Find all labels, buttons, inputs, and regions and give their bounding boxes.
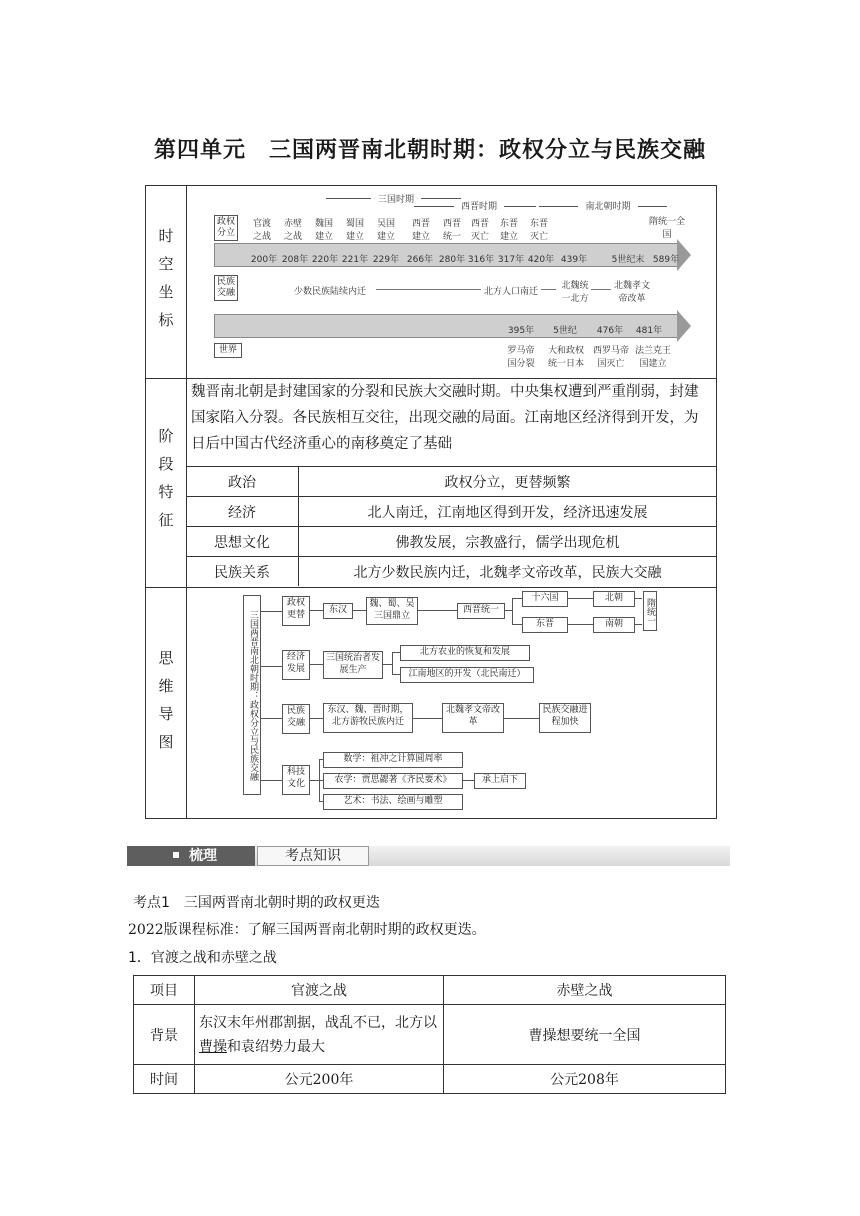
period-label: 三国时期 [371,192,421,205]
node-beichao: 北朝 [593,591,635,607]
world-event: 大和政权统一日本 [547,346,584,369]
world-year: 395年 [507,326,535,336]
cell-bg-guandu [195,1005,444,1065]
stage-key: 思想文化 [186,527,299,557]
node-migration: 东汉、魏、晋时期，北方游牧民族内迁 [323,703,413,733]
mindmap-root: 三国两晋南北朝时期：政权分立与民族交融 [243,595,261,795]
branch-culture: 科技文化 [282,765,310,795]
node-xijin: 西晋统一 [457,603,505,619]
world-year: 476年 [596,326,624,336]
section-tab-light: 考点知识 [257,846,369,866]
table-header: 项目 [134,976,195,1005]
event-label: 吴国建立 [376,219,395,242]
year-label: 266年 [406,255,434,265]
cell-time-chibi: 公元208年 [444,1065,726,1094]
table-row [186,557,716,587]
node-agri: 农学：贾思勰著《齐民要术》 [323,773,463,789]
node-math: 数学：祖冲之计算圆周率 [323,752,463,768]
table-header: 官渡之战 [195,976,444,1005]
cell-text: 东汉末年州郡割据，战乱不已，北方以 [199,1014,437,1031]
node-develop: 三国统治者发展生产 [323,651,383,679]
year-label: 220年 [311,255,339,265]
stage-value: 北方少数民族内迁，北魏孝文帝改革，民族大交融 [299,557,717,587]
node-donghan: 东汉 [323,603,353,619]
year-label: 317年 [497,255,525,265]
world-year: 481年 [635,326,663,336]
row-label-mindmap: 思 维 导 图 [158,649,174,751]
tag-politics: 政权分立 [214,215,238,241]
table-row [134,1005,726,1065]
ethnic-item: 北魏孝文帝改革 [613,281,650,304]
event-label: 西晋统一 [442,219,461,242]
ethnic-item: 少数民族陆续内迁 [293,287,366,297]
branch-economy: 经济发展 [282,650,310,680]
world-event: 西罗马帝国灭亡 [593,346,630,369]
node-inherit: 承上启下 [474,773,526,789]
branch-politics: 政权更替 [282,596,310,626]
period-label: 西晋时期 [454,199,504,212]
event-label: 赤壁之战 [283,219,302,242]
kp-title: 考点1 三国两晋南北朝时期的政权更迭 [133,895,380,911]
node-three-kingdoms: 魏、蜀、吴三国鼎立 [366,597,418,625]
node-sui: 隋统一 [643,591,657,631]
year-label: 5世纪末 [611,255,645,265]
table-row [186,497,716,527]
tag-world: 世界 [214,343,242,358]
row-label-stage: 阶 段 特 征 [158,427,174,529]
stage-key: 经济 [186,497,299,527]
ethnic-item: 北魏统一北方 [561,281,589,304]
page-title: 第四单元 三国两晋南北朝时期：政权分立与民族交融 [153,138,706,163]
year-label: 316年 [467,255,495,265]
year-label: 221年 [341,255,369,265]
node-sixteen: 十六国 [522,591,568,607]
table-row [186,527,716,557]
event-label: 隋统一全国 [649,217,686,240]
ethnic-item: 北方人口南迁 [483,287,538,297]
stage-summary: 魏晋南北朝是封建国家的分裂和民族大交融时期。中央集权遭到严重削弱，封建国家陷入分裂。各民族相互交往，出现交融的局面。江南地区经济得到开发，为日后中国古代经济重心的南移奠定了基础 [191,384,699,452]
table-row [134,976,726,1005]
stage-value: 北人南迁，江南地区得到开发，经济迅速发展 [299,497,717,527]
year-label: 229年 [372,255,400,265]
tag-ethnic: 民族交融 [214,275,238,301]
node-south-dev: 江南地区的开发（北民南迁） [400,667,534,683]
year-label: 420年 [527,255,555,265]
row-label: 背景 [134,1005,195,1065]
event-label: 东晋灭亡 [529,219,548,242]
curriculum-standard: 2022版课程标准：了解三国两晋南北朝时期的政权更迭。 [128,922,486,938]
battle-table [133,975,726,1094]
table-row [134,1065,726,1094]
unit-overview-table [145,185,717,819]
world-year: 5世纪 [553,326,577,336]
year-label: 200年 [250,255,278,265]
table-row [186,467,716,497]
node-dongjin: 东晋 [522,617,568,633]
cell-bg-chibi: 曹操想要统一全国 [444,1005,726,1065]
branch-ethnic: 民族交融 [282,704,310,734]
stage-key: 民族关系 [186,557,299,587]
node-xiaowen: 北魏孝文帝改革 [442,703,504,733]
node-north-agri: 北方农业的恢复和发展 [400,645,530,661]
year-label: 439年 [560,255,588,265]
world-event: 法兰克王国建立 [635,346,672,369]
node-art: 艺术：书法、绘画与雕塑 [323,794,463,810]
year-label: 208年 [281,255,309,265]
node-nanchao: 南朝 [593,617,635,633]
event-label: 蜀国建立 [345,219,364,242]
event-label: 官渡之战 [252,219,271,242]
row-label-spacetime: 时 空 坐 标 [158,227,174,329]
event-label: 西晋建立 [411,219,430,242]
year-label: 589年 [652,255,680,265]
stage-table [186,466,716,586]
node-fusion: 民族交融进程加快 [539,703,591,733]
event-label: 东晋建立 [499,219,518,242]
underlined-text: 曹操 [199,1038,227,1055]
sub-title: 1．官渡之战和赤壁之战 [128,950,277,966]
year-label: 280年 [438,255,466,265]
section-tab-dark-label: 梳理 [189,848,217,864]
table-header: 赤壁之战 [444,976,726,1005]
stage-key: 政治 [186,467,299,497]
row-label: 时间 [134,1065,195,1094]
stage-value: 佛教发展，宗教盛行，儒学出现危机 [299,527,717,557]
stage-value: 政权分立，更替频繁 [299,467,717,497]
event-label: 魏国建立 [314,219,333,242]
cell-time-guandu: 公元200年 [195,1065,444,1094]
world-event: 罗马帝国分裂 [507,346,535,369]
cell-text: 和袁绍势力最大 [227,1038,325,1055]
period-label: 南北朝时期 [578,199,638,212]
event-label: 西晋灭亡 [470,219,489,242]
section-tab-dark [127,846,255,866]
